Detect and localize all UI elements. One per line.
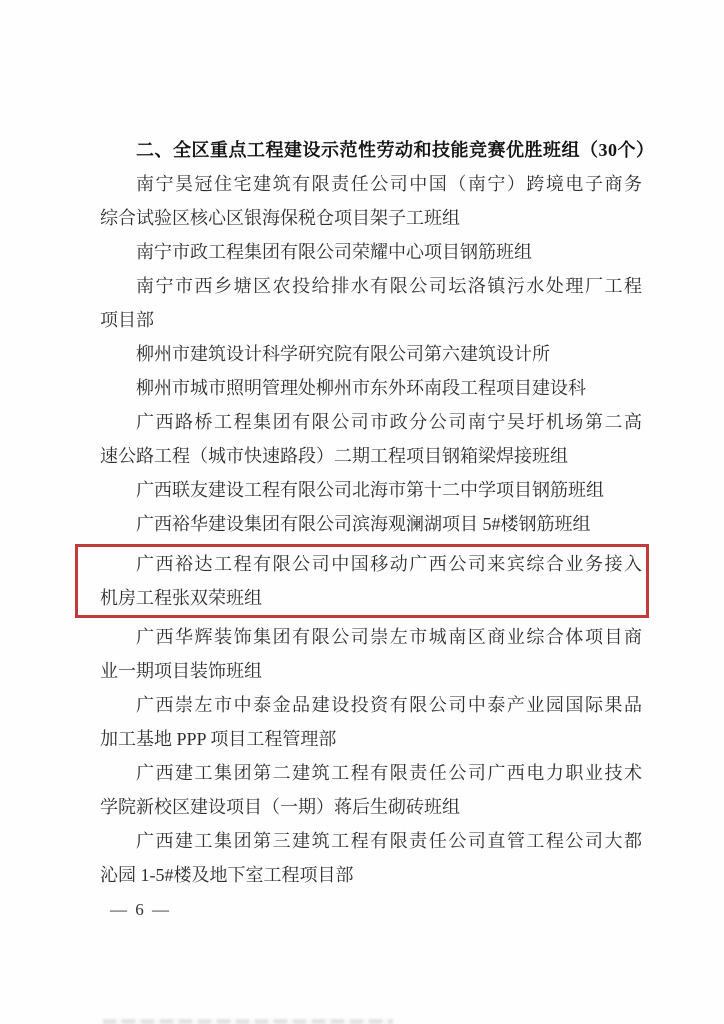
entry-line: 广西裕达工程有限公司中国移动广西公司来宾综合业务接入 xyxy=(136,554,642,574)
entry-highlighted xyxy=(75,544,649,618)
entry xyxy=(100,688,642,756)
section-heading: 二、全区重点工程建设示范性劳动和技能竞赛优胜班组（30个） xyxy=(136,140,655,160)
entry xyxy=(100,620,642,688)
entry-line: 柳州市城市照明管理处柳州市东外环南段工程项目建设科 xyxy=(136,378,586,398)
entry xyxy=(100,756,642,824)
document-body xyxy=(100,133,655,925)
entry-line: 广西裕华建设集团有限公司滨海观澜湖项目 5#楼钢筋班组 xyxy=(136,514,591,534)
next-page-text-artifact xyxy=(103,1019,393,1024)
entry-line: 南宁市西乡塘区农投给排水有限公司坛洛镇污水处理厂工程 xyxy=(136,276,642,296)
entry-line: 南宁昊冠住宅建筑有限责任公司中国（南宁）跨境电子商务 xyxy=(136,174,642,194)
entry-line: 广西建工集团第三建筑工程有限责任公司直管工程公司大都 xyxy=(136,831,642,851)
entry-line: 南宁市政工程集团有限公司荣耀中心项目钢筋班组 xyxy=(136,242,532,262)
page-number: — 6 — xyxy=(110,900,171,919)
entry xyxy=(100,507,642,541)
entry-line: 业一期项目装饰班组 xyxy=(100,661,262,681)
entry-line: 柳州市建筑设计科学研究院有限公司第六建筑设计所 xyxy=(136,344,550,364)
entry xyxy=(100,167,642,235)
entry xyxy=(100,405,642,473)
entry xyxy=(100,473,642,507)
entry-line: 机房工程张双荣班组 xyxy=(100,588,262,608)
entry-line: 广西建工集团第二建筑工程有限责任公司广西电力职业技术 xyxy=(136,763,642,783)
entry-line: 项目部 xyxy=(100,310,154,330)
entries-list xyxy=(100,167,642,892)
entry-line: 综合试验区核心区银海保税仓项目架子工班组 xyxy=(100,208,460,228)
entry-line: 广西路桥工程集团有限公司市政分公司南宁吴圩机场第二高 xyxy=(136,412,642,432)
entry-line: 加工基地 PPP 项目工程管理部 xyxy=(100,729,337,749)
entry-line: 沁园 1-5#楼及地下室工程项目部 xyxy=(100,865,354,885)
entry xyxy=(100,337,642,371)
entry xyxy=(100,371,642,405)
entry-line: 广西崇左市中泰金品建设投资有限公司中泰产业园国际果品 xyxy=(136,695,642,715)
entry-line: 速公路工程（城市快速路段）二期工程项目钢箱梁焊接班组 xyxy=(100,446,568,466)
entry-line: 学院新校区建设项目（一期）蒋后生砌砖班组 xyxy=(100,797,460,817)
entry-line: 广西华辉装饰集团有限公司崇左市城南区商业综合体项目商 xyxy=(136,627,642,647)
entry xyxy=(100,824,642,892)
entry xyxy=(100,235,642,269)
entry-line: 广西联友建设工程有限公司北海市第十二中学项目钢筋班组 xyxy=(136,480,604,500)
entry xyxy=(100,269,642,337)
